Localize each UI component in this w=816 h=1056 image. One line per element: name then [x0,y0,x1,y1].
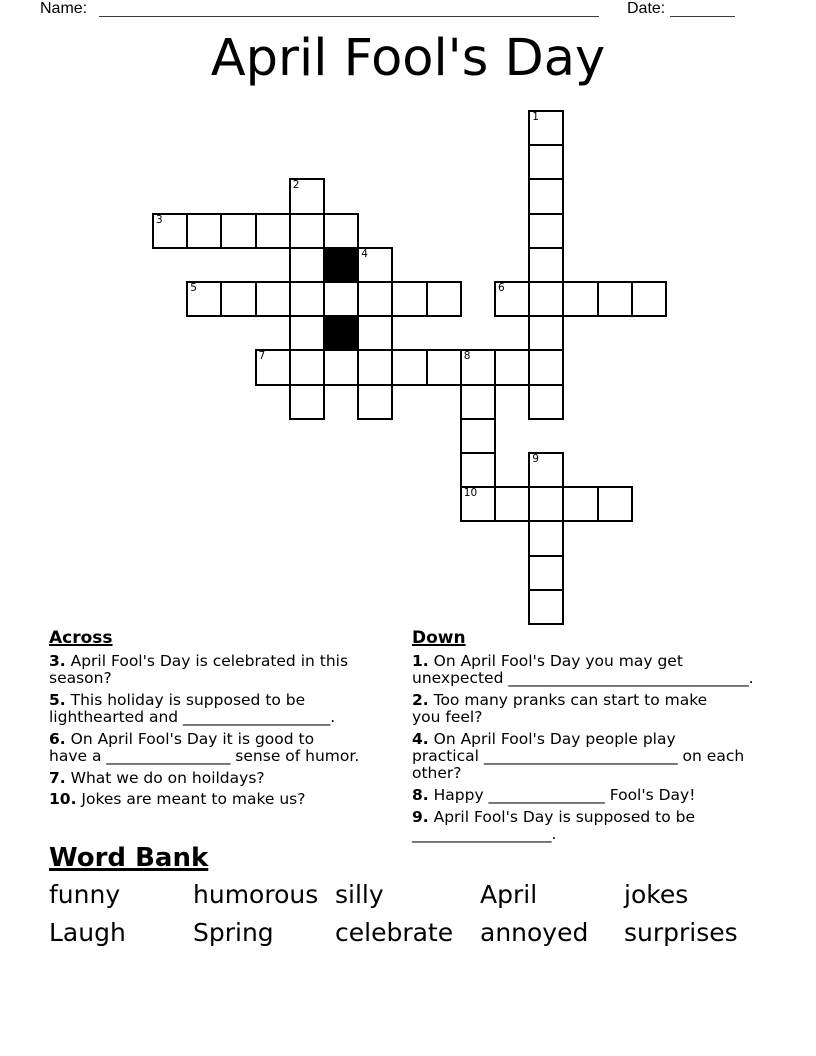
grid-cell[interactable] [357,384,393,420]
grid-cell[interactable] [186,281,222,317]
black-cell [323,247,359,283]
grid-cell[interactable] [597,486,633,522]
clue [49,653,407,687]
clue-line: season? [49,669,112,688]
word-bank-word: Laugh [49,918,126,947]
word-bank-row [49,879,804,911]
grid-cell[interactable] [152,213,188,249]
word-bank-row [49,917,804,949]
grid-cell[interactable] [528,247,564,283]
word-bank-rows [49,879,804,949]
clue [412,809,796,843]
clue-line: 10. Jokes are meant to make us? [49,790,306,809]
clue-line: 8. Happy _______________ Fool's Day! [412,785,696,804]
word-bank-word: celebrate [335,918,454,947]
cell-number: 5 [190,282,197,294]
clue-number: 3. [49,652,66,670]
clue-line: 1. On April Fool's Day you may get [412,652,683,670]
clue-line: have a ________________ sense of humor. [49,747,360,766]
word-bank-section [49,843,804,949]
grid-cell[interactable] [357,315,393,351]
grid-cell[interactable] [255,349,291,385]
grid-cell[interactable] [357,247,393,283]
word-bank-word: humorous [193,880,319,909]
grid-cell[interactable] [562,281,598,317]
grid-cell[interactable] [426,281,462,317]
grid-cell[interactable] [460,384,496,420]
grid-cell[interactable] [528,486,564,522]
word-bank-word: April [480,880,538,909]
grid-cell[interactable] [528,520,564,556]
clue [412,653,796,687]
grid-cell[interactable] [391,281,427,317]
cell-number: 10 [463,487,478,500]
down-clue-list [412,653,796,843]
clue-number: 7. [49,768,66,787]
grid-cell[interactable] [460,452,496,488]
cell-number: 6 [498,282,505,294]
clue-line: 7. What we do on hoildays? [49,768,265,787]
clue-line: 9. April Fool's Day is supposed to be [412,807,696,826]
grid-cell[interactable] [460,418,496,454]
word-bank-word: surprises [624,918,738,947]
grid-cell[interactable] [562,486,598,522]
grid-cell[interactable] [357,281,393,317]
clue-number: 8. [412,785,429,804]
grid-cell[interactable] [220,281,256,317]
grid-cell[interactable] [494,281,530,317]
grid-cell[interactable] [186,213,222,249]
word-bank-word: annoyed [480,918,589,947]
grid-cell[interactable] [323,213,359,249]
across-header: Across [49,628,113,648]
grid-cell[interactable] [323,349,359,385]
across-clue-list [49,653,407,809]
grid-cell[interactable] [528,452,564,488]
clue-line: 5. This holiday is supposed to be [49,690,306,709]
page-title: April Fool's Day [210,29,606,88]
grid-cell[interactable] [289,315,325,351]
clue-number: 1. [412,652,429,670]
grid-cell[interactable] [528,315,564,351]
grid-cell[interactable] [528,213,564,249]
cell-number: 8 [463,350,471,363]
name-label: Name: [40,0,88,17]
grid-cell[interactable] [528,178,564,214]
grid-cell[interactable] [391,349,427,385]
cell-number: 1 [532,111,539,123]
clue-line: 6. On April Fool's Day it is good to [49,729,315,748]
grid-cell[interactable] [460,486,496,522]
clue-line: 4. On April Fool's Day people play [412,729,676,748]
clue [49,791,407,808]
clue-number: 2. [412,690,429,709]
clue-number: 9. [412,807,429,826]
cell-number: 7 [258,350,266,363]
grid-cell[interactable] [255,213,291,249]
grid-cell[interactable] [528,589,564,625]
grid-cell[interactable] [494,486,530,522]
grid-cell[interactable] [528,110,564,146]
cell-number: 4 [361,247,368,260]
clue [49,770,407,787]
grid-cell[interactable] [426,349,462,385]
clue-line: lighthearted and ___________________. [49,708,336,727]
clue [412,731,796,783]
clue-number: 5. [49,690,66,709]
across-section [49,628,407,813]
word-bank-word: funny [49,880,121,909]
date-input-line[interactable] [670,0,735,17]
word-bank-word: silly [335,880,384,909]
grid-cell[interactable] [289,349,325,385]
clue-line: you feel? [412,708,483,727]
clue-number: 6. [49,729,66,748]
clue-number: 4. [412,729,429,748]
clue-line: __________________. [412,824,557,843]
grid-cell[interactable] [289,384,325,420]
clue-line: practical _________________________ on each [412,747,745,766]
word-bank-word: jokes [624,880,689,909]
cell-number: 9 [532,453,539,465]
grid-cell[interactable] [528,384,564,420]
grid-cell[interactable] [631,281,667,317]
black-cell [323,315,359,351]
clue-line: 2. Too many pranks can start to make [412,690,708,709]
grid-cell[interactable] [597,281,633,317]
grid-cell[interactable] [528,555,564,591]
cell-number: 2 [292,179,300,192]
grid-cell[interactable] [528,349,564,385]
clue-line: other? [412,764,462,783]
grid-cell[interactable] [289,178,325,214]
grid-cell[interactable] [289,213,325,249]
name-input-line[interactable] [99,0,599,17]
clue [412,692,796,726]
grid-cell[interactable] [289,281,325,317]
word-bank-word: Spring [193,918,274,947]
down-header: Down [412,628,466,648]
cell-number: 3 [156,213,163,226]
clue [412,787,796,804]
grid-cell[interactable] [220,213,256,249]
grid-cell[interactable] [323,281,359,317]
grid-cell[interactable] [289,247,325,283]
grid-cell[interactable] [460,349,496,385]
clue [49,731,407,765]
grid-cell[interactable] [357,349,393,385]
grid-cell[interactable] [528,144,564,180]
grid-cell[interactable] [528,281,564,317]
grid-cell[interactable] [494,349,530,385]
date-label: Date: [627,0,666,17]
clue-line: 3. April Fool's Day is celebrated in this [49,652,349,670]
clue [49,692,407,726]
down-section [412,628,796,848]
clue-line: unexpected _______________________________. [412,669,754,688]
word-bank-header: Word Bank [49,843,209,873]
clue-number: 10. [49,790,77,809]
grid-cell[interactable] [255,281,291,317]
